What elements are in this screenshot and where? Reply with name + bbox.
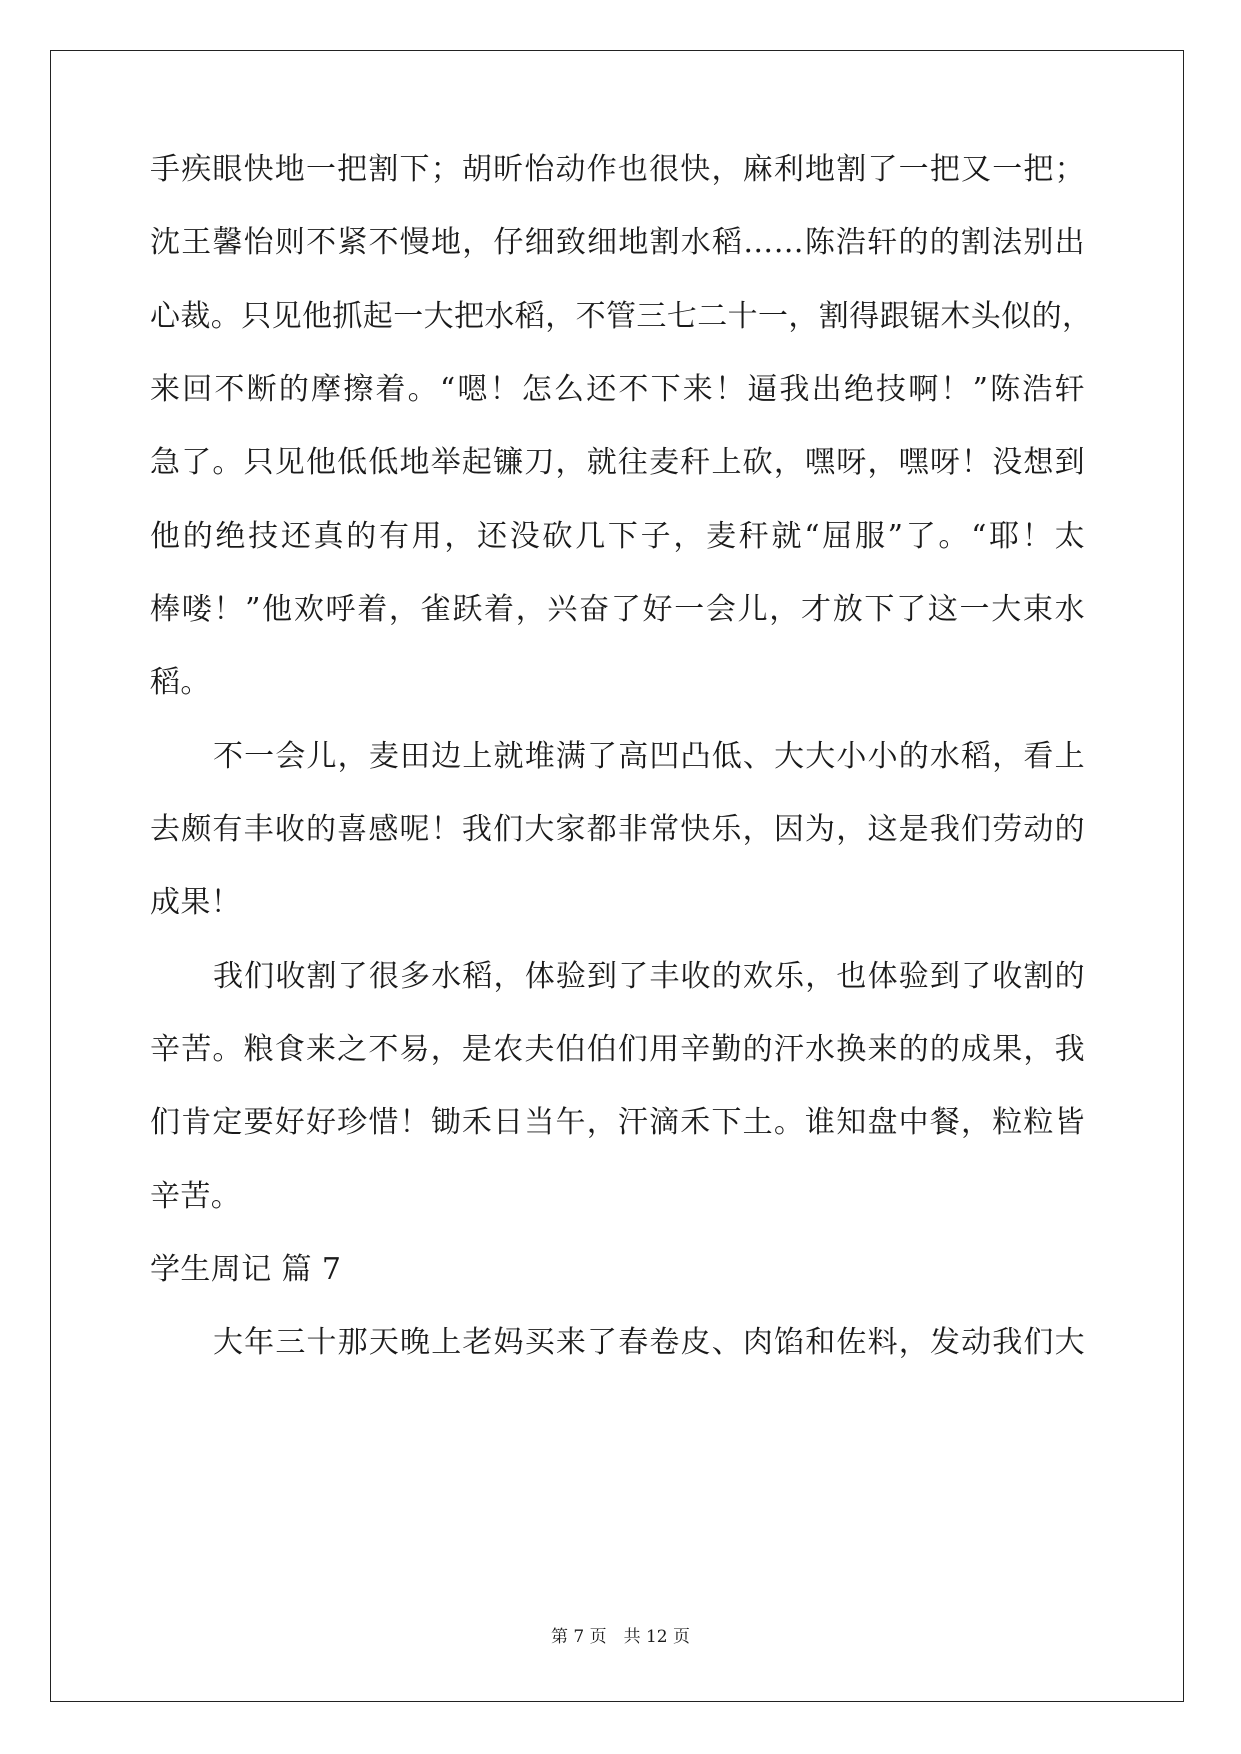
text-line: 稻。 [150, 665, 211, 700]
text-line: 去颇有丰收的喜感呢！我们大家都非常快乐，因为，这是我们劳动的 [150, 812, 1085, 847]
page-footer: 第 7 页 共 12 页 [550, 1627, 691, 1647]
text-line: 手疾眼快地一把割下；胡昕怡动作也很快，麻利地割了一把又一把； [150, 152, 1085, 187]
text-line: 急了。只见他低低地举起镰刀，就往麦秆上砍，嘿呀，嘿呀！没想到 [150, 445, 1085, 480]
paragraph-first-line: 我们收割了很多水稻，体验到了丰收的欢乐，也体验到了收割的 [213, 959, 1085, 994]
text-line: 心裁。只见他抓起一大把水稻，不管三七二十一，割得跟锯木头似的， [150, 299, 1093, 334]
text-line: 来回不断的摩擦着。“嗯！怎么还不下来！逼我出绝技啊！”陈浩轩 [150, 372, 1085, 407]
paragraph-first-line: 大年三十那天晚上老妈买来了春卷皮、肉馅和佐料，发动我们大 [213, 1325, 1085, 1360]
section-heading: 学生周记 篇 7 [150, 1252, 342, 1287]
text-line: 辛苦。粮食来之不易，是农夫伯伯们用辛勤的汗水换来的的成果，我 [150, 1032, 1085, 1067]
text-line: 沈王馨怡则不紧不慢地，仔细致细地割水稻……陈浩轩的的割法别出 [150, 225, 1085, 260]
text-line: 辛苦。 [150, 1179, 242, 1214]
text-line: 成果！ [150, 885, 242, 920]
text-line: 他的绝技还真的有用，还没砍几下子，麦秆就“屈服”了。“耶！太 [150, 519, 1085, 554]
text-line: 棒喽！”他欢呼着，雀跃着，兴奋了好一会儿，才放下了这一大束水 [150, 592, 1085, 627]
text-line: 们肯定要好好珍惜！锄禾日当午，汗滴禾下土。谁知盘中餐，粒粒皆 [150, 1105, 1085, 1140]
paragraph-first-line: 不一会儿，麦田边上就堆满了高凹凸低、大大小小的水稻，看上 [213, 739, 1085, 774]
